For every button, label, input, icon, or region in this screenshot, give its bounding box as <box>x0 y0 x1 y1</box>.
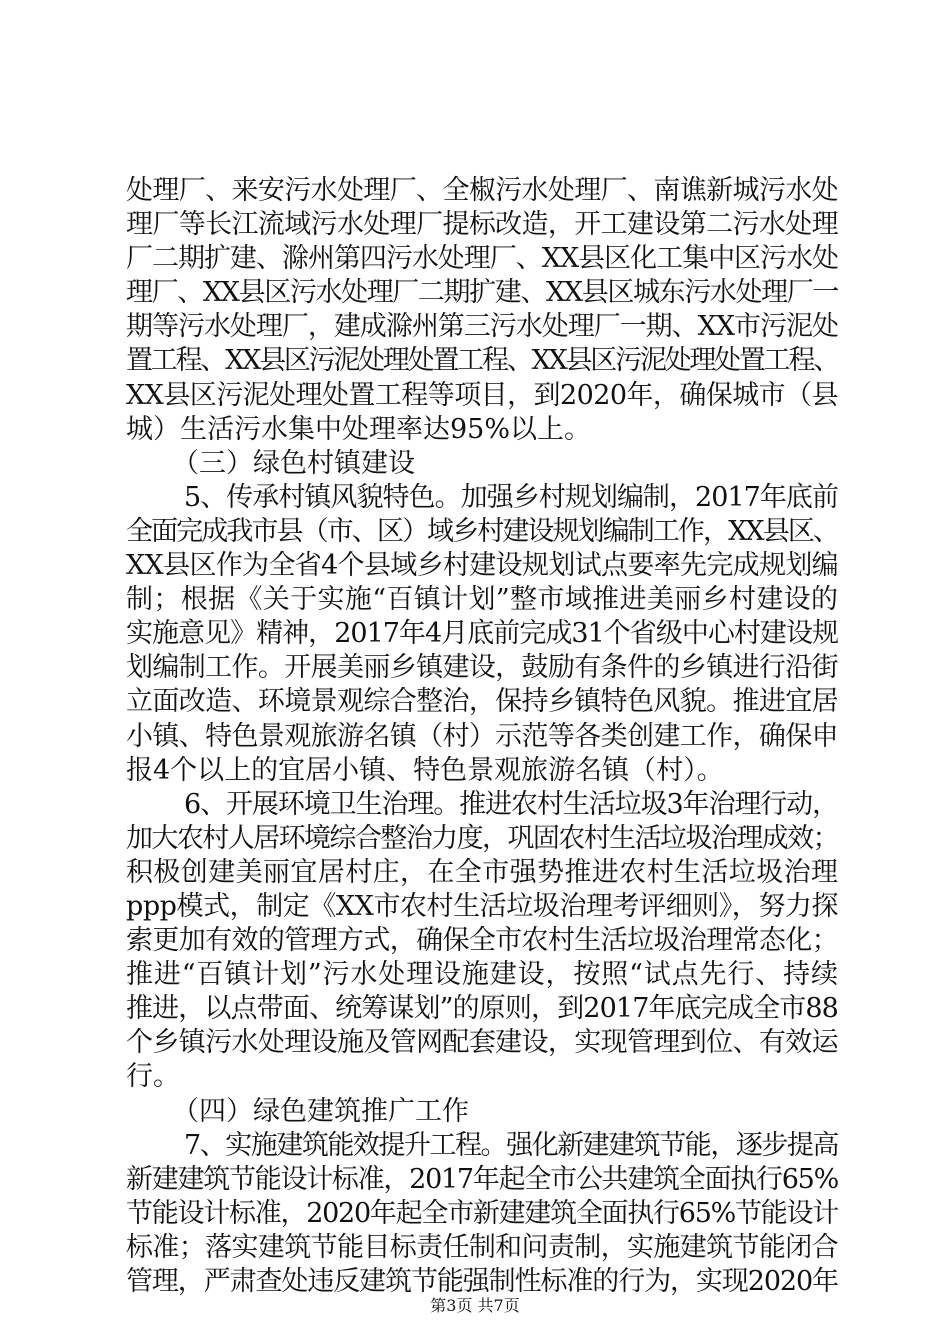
text-line: 推进“百镇计划”污水处理设施建设，按照“试点先行、持续 <box>126 959 839 991</box>
text-line: 行。 <box>126 1061 180 1093</box>
text-line: 置工程、XX县区污泥处理处置工程、XX县区污泥处理处置工程、 <box>126 345 838 377</box>
text-line: 理厂等长江流域污水处理厂提标改造，开工建设第二污水处理 <box>126 209 838 241</box>
text-line: 报4个以上的宜居小镇、特色景观旅游名镇（村）。 <box>126 754 724 786</box>
text-line: 管理，严肃查处违反建筑节能强制性标准的行为，实现2020年 <box>126 1266 838 1297</box>
text-line: 城）生活污水集中处理率达95%以上。 <box>126 413 592 445</box>
text-line: 全面完成我市县（市、区）域乡村建设规划编制工作，XX县区、 <box>126 515 838 547</box>
text-line: 个乡镇污水处理设施及管网配套建设，实现管理到位、有效运 <box>126 1027 838 1059</box>
text-line: 理厂、XX县区污水处理厂二期扩建、XX县区城东污水处理厂一 <box>126 277 838 309</box>
text-line: XX县区作为全省4个县域乡村建设规划试点要率先完成规划编 <box>126 550 838 582</box>
text-line: 厂二期扩建、滁州第四污水处理厂、XX县区化工集中区污水处 <box>126 243 838 275</box>
text-line: 新建建筑节能设计标准，2017年起全市公共建筑全面执行65% <box>126 1163 838 1195</box>
paragraph-5-start: 5、传承村镇风貌特色。加强乡村规划编制，2017年底前 <box>184 481 838 513</box>
text-line: 实施意见》精神，2017年4月底前完成31个省级中心村建设规 <box>126 618 838 650</box>
paragraph-7-start: 7、实施建筑能效提升工程。强化新建建筑节能，逐步提高 <box>184 1129 838 1161</box>
text-line: 节能设计标准，2020年起全市新建建筑全面执行65%节能设计 <box>126 1197 838 1229</box>
text-line: 积极创建美丽宜居村庄，在全市强势推进农村生活垃圾治理 <box>126 856 839 888</box>
text-line: 索更加有效的管理方式，确保全市农村生活垃圾治理常态化； <box>126 925 838 957</box>
text-line: 小镇、特色景观旅游名镇（村）示范等各类创建工作，确保申 <box>126 720 838 752</box>
text-line: 立面改造、环境景观综合整治，保持乡镇特色风貌。推进宜居 <box>126 686 838 718</box>
text-line: 期等污水处理厂，建成滁州第三污水处理厂一期、XX市污泥处 <box>126 311 838 343</box>
text-line: XX县区污泥处理处置工程等项目，到2020年，确保城市（县 <box>126 379 838 411</box>
section-heading-4: （四）绿色建筑推广工作 <box>172 1095 469 1127</box>
document-body <box>126 174 838 1299</box>
page-footer: 第3页 共7页 <box>430 1296 520 1315</box>
text-line: 处理厂、来安污水处理厂、全椒污水处理厂、南谯新城污水处 <box>126 175 838 206</box>
text-line: 推进，以点带面、统筹谋划”的原则，到2017年底完成全市88 <box>126 993 838 1025</box>
text-line: 划编制工作。开展美丽乡镇建设，鼓励有条件的乡镇进行沿街 <box>126 652 838 684</box>
text-line: 标准；落实建筑节能目标责任制和问责制，实施建筑节能闭合 <box>126 1231 838 1263</box>
text-line: ppp模式，制定《XX市农村生活垃圾治理考评细则》，努力探 <box>126 890 838 922</box>
text-line: 加大农村人居环境综合整治力度，巩固农村生活垃圾治理成效； <box>126 822 838 854</box>
section-heading-3: （三）绿色村镇建设 <box>172 447 415 479</box>
paragraph-6-start: 6、开展环境卫生治理。推进农村生活垃圾3年治理行动， <box>184 788 838 820</box>
text-line: 制；根据《关于实施“百镇计划”整市域推进美丽乡村建设的 <box>126 584 839 616</box>
